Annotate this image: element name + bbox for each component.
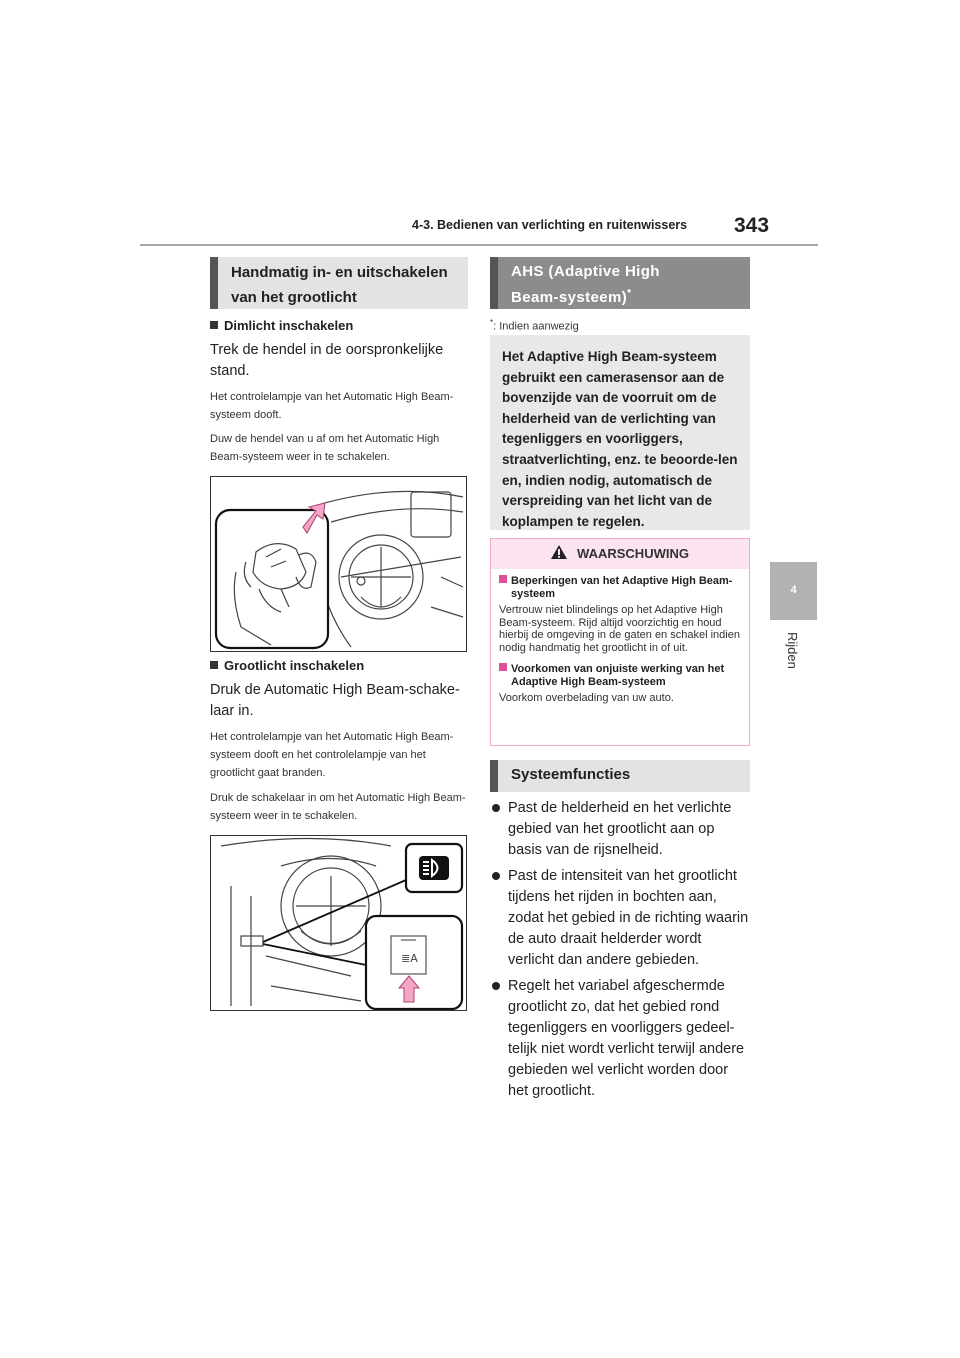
warning-box [490, 538, 750, 746]
heading-ahs-line-1: AHS (Adaptive High [511, 263, 660, 280]
heading-ahs [490, 257, 750, 309]
intro-box: Het Adaptive High Beam-systeem gebruikt een camerasensor aan de bovenzijde van de voorruit om de helderheid van de verlichting van tegenliggers en voorliggers, straatverlichting, enz. te beoorde-len en, indien nodig, automatisch de verspreiding van het licht van de koplampen te regelen. [490, 335, 750, 530]
subheading-grootlicht: Grootlicht inschakelen [210, 658, 468, 673]
chapter-number: 4 [790, 584, 797, 596]
heading-manual-highbeam [210, 257, 468, 309]
footnote-asterisk: * [490, 318, 494, 327]
heading-asterisk: * [627, 288, 632, 299]
warning-header [491, 539, 749, 569]
page-number: 343 [734, 214, 770, 237]
warning-triangle-icon [551, 545, 567, 559]
square-bullet-icon [499, 663, 507, 671]
footnote: *: Indien aanwezig [490, 318, 579, 333]
warning-title: WAARSCHUWING [577, 546, 689, 561]
warning-item-1-title: Beperkingen van het Adaptive High Beam-systeem [499, 575, 741, 601]
dimlicht-note-2: Duw de hendel van u af om het Automatic High Beam-systeem weer in te schakelen. [210, 433, 440, 463]
grootlicht-text: Druk de Automatic High Beam-schake- laar in. [210, 682, 460, 719]
heading-line-1: Handmatig in- en uitschakelen [231, 264, 448, 281]
square-bullet-icon [210, 661, 218, 669]
dimlicht-note-1: Het controlelampje van het Automatic High Beam-systeem dooft. [210, 391, 454, 421]
warning-item-2-text: Voorkom overbelading van uw auto. [499, 691, 674, 704]
grootlicht-note-2: Druk de schakelaar in om het Automatic High Beam-systeem weer in te schakelen. [210, 792, 466, 822]
chapter-label: Rijden [785, 632, 800, 669]
svg-text:≣A: ≣A [401, 952, 418, 965]
heading-ahs-line-2: Beam-systeem)* [511, 288, 632, 306]
heading-line-2: van het grootlicht [231, 289, 357, 306]
warning-item-1-text: Vertrouw niet blindelings op het Adaptive High Beam-systeem. Rijd altijd voorzichtig en houd hierbij de omgeving in de gaten en schakel indien nodig handmatig het grootlicht in of uit. [499, 604, 740, 655]
list-item: Regelt het variabel afgeschermde grootlicht zo, dat het gebied rond tegenliggers en voorliggers gedeel-telijk niet wordt verlicht terwijl andere gebieden wel verlicht worden door het grootlicht. [490, 976, 750, 1102]
list-item: Past de helderheid en het verlichte gebied van het grootlicht aan op basis van de rijsnelheid. [490, 798, 750, 861]
dimlicht-text: Trek de hendel in de oorspronkelijke stand. [210, 342, 444, 379]
warning-item-2-title: Voorkomen van onjuiste werking van het Adaptive High Beam-systeem [499, 663, 741, 689]
chapter-tab [770, 562, 817, 620]
square-bullet-icon [210, 321, 218, 329]
section-title: 4-3. Bedienen van verlichting en ruitenwissers [412, 218, 688, 232]
functions-list [490, 798, 750, 1102]
header-divider [140, 244, 818, 246]
list-item: Past de intensiteit van het grootlicht tijdens het rijden in bochten aan, zodat het gebied in de richting waarin de auto draait helderder wordt verlicht dan andere gebieden. [490, 866, 750, 971]
heading-system-functions: Systeemfuncties [490, 760, 750, 792]
grootlicht-note-1: Het controlelampje van het Automatic High Beam-systeem dooft en het controlelampje van het grootlicht gaat branden. [210, 731, 454, 779]
illustration-switch-press [210, 835, 467, 1011]
square-bullet-icon [499, 575, 507, 583]
illustration-lever-pull [210, 476, 467, 652]
subheading-dimlicht: Dimlicht inschakelen [210, 318, 468, 333]
